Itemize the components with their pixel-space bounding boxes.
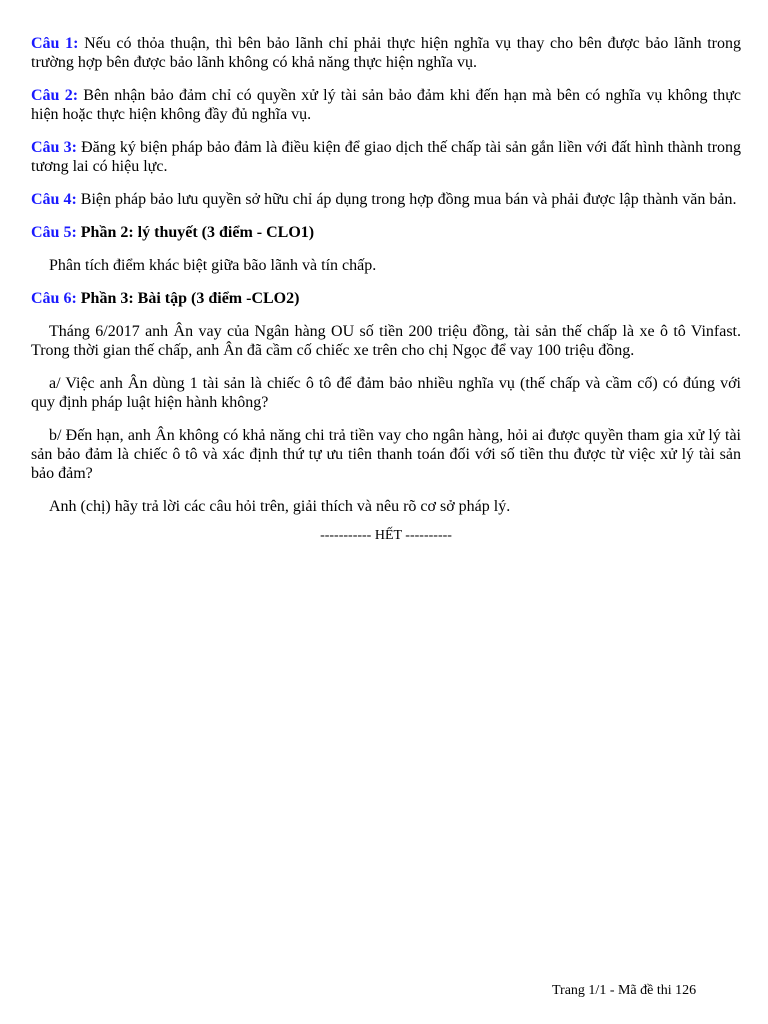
question-label: Câu 3: [31,139,77,156]
question-2 [31,86,741,124]
question-5-prompt: Phân tích điểm khác biệt giữa bão lãnh và tín chấp. [49,257,377,274]
sub-question-a: a/ Việc anh Ân dùng 1 tài sản là chiếc ô tô để đảm bảo nhiều nghĩa vụ (thế chấp và cầm cố) có đúng với quy định pháp luật hiện hành không? [31,375,741,411]
question-label: Câu 5: [31,224,77,241]
answer-instruction: Anh (chị) hãy trả lời các câu hỏi trên, giải thích và nêu rõ cơ sở pháp lý. [49,498,511,515]
question-4 [31,190,741,209]
case-scenario: Tháng 6/2017 anh Ân vay của Ngân hàng OU số tiền 200 triệu đồng, tài sản thế chấp là xe ô tô Vinfast. Trong thời gian thế chấp, anh Ân đã cầm cố chiếc xe trên cho chị Ngọc để vay 100 triệu đồng. [31,323,741,359]
question-text: Đăng ký biện pháp bảo đảm là điều kiện để giao dịch thế chấp tài sản gắn liền với đất hình thành trong tương lai có hiệu lực. [31,139,742,175]
question-label: Câu 1: [31,35,79,52]
question-text: Nếu có thỏa thuận, thì bên bảo lãnh chỉ phải thực hiện nghĩa vụ thay cho bên được bảo lãnh trong trường hợp bên được bảo lãnh không có khả năng thực hiện nghĩa vụ. [31,35,742,71]
end-marker: ----------- HẾT ---------- [320,528,452,543]
exam-page [31,34,741,558]
question-label: Câu 2: [31,87,79,104]
question-5-heading [31,223,741,242]
section-title: Phần 2: lý thuyết (3 điểm - CLO1) [80,224,315,241]
question-1 [31,34,741,72]
question-6-heading [31,289,741,308]
question-text: Bên nhận bảo đảm chỉ có quyền xử lý tài sản bảo đảm khi đến hạn mà bên có nghĩa vụ không thực hiện hoặc thực hiện không đầy đủ nghĩa vụ. [31,87,742,123]
sub-question-b: b/ Đến hạn, anh Ân không có khả năng chi trả tiền vay cho ngân hàng, hỏi ai được quyền tham gia xử lý tài sản bảo đảm là chiếc ô tô và xác định thứ tự ưu tiên thanh toán đối với số tiền thu được từ việc xử lý tài sản bảo đảm? [31,427,741,482]
question-text: Biện pháp bảo lưu quyền sở hữu chỉ áp dụng trong hợp đồng mua bán và phải được lập thành văn bản. [80,191,737,208]
section-title: Phần 3: Bài tập (3 điểm -CLO2) [80,290,300,307]
question-label: Câu 6: [31,290,77,307]
question-label: Câu 4: [31,191,77,208]
page-footer: Trang 1/1 - Mã đề thi 126 [552,983,697,998]
question-3 [31,138,741,176]
